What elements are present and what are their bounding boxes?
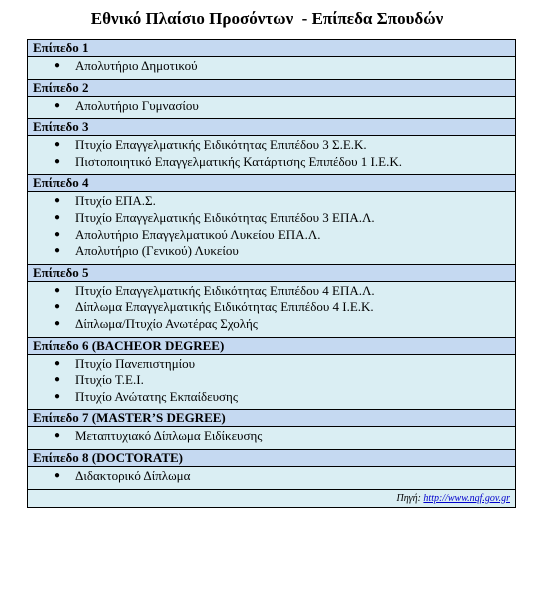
bullet-icon: ●: [54, 60, 61, 71]
level-items: [28, 355, 515, 410]
list-item-text: Πτυχίο ΕΠΑ.Σ.: [75, 193, 156, 209]
level-heading: Επίπεδο 5: [28, 264, 515, 282]
level-items: [28, 467, 515, 489]
bullet-icon: ●: [54, 284, 61, 296]
list-item: [28, 98, 515, 115]
level-section: [28, 264, 515, 337]
list-item: [28, 283, 515, 300]
level-items: [28, 282, 515, 337]
level-items: [28, 427, 515, 449]
list-item: [28, 299, 515, 316]
list-item-text: Απολυτήριο Δημοτικού: [75, 58, 198, 73]
list-item: [28, 193, 515, 210]
list-item-text: Απολυτήριο Γυμνασίου: [75, 97, 199, 113]
list-item-text: Μεταπτυχιακό Δίπλωμα Ειδίκευσης: [75, 428, 263, 444]
list-item-text: Πτυχίο Επαγγελματικής Ειδικότητας Επιπέδου 3 Σ.Ε.Κ.: [75, 137, 367, 153]
level-section: [28, 79, 515, 119]
list-item: [28, 58, 515, 75]
source-row: [28, 489, 515, 507]
level-section: [28, 40, 515, 79]
list-item-text: Πτυχίο Τ.Ε.Ι.: [75, 372, 144, 388]
list-item: [28, 316, 515, 333]
bullet-icon: ●: [54, 430, 61, 442]
list-item: [28, 154, 515, 171]
level-heading: Επίπεδο 2: [28, 79, 515, 97]
list-item-text: Απολυτήριο (Γενικού) Λυκείου: [75, 243, 239, 259]
list-item: [28, 137, 515, 154]
list-item-text: Πτυχίο Ανώτατης Εκπαίδευσης: [75, 388, 239, 404]
bullet-icon: ●: [54, 139, 61, 151]
bullet-icon: ●: [54, 228, 61, 240]
list-item: [28, 210, 515, 227]
list-item: [28, 468, 515, 485]
bullet-icon: ●: [54, 374, 61, 386]
level-heading: Επίπεδο 6 (BACHEOR DEGREE): [28, 337, 515, 355]
list-item: [28, 372, 515, 389]
list-item: [28, 356, 515, 373]
bullet-icon: ●: [54, 317, 61, 329]
level-heading: Επίπεδο 8 (DOCTORATE): [28, 449, 515, 467]
list-item-text: Πτυχίο Πανεπιστημίου: [75, 355, 196, 371]
level-section: [28, 174, 515, 263]
list-item-text: Πτυχίο Επαγγελματικής Ειδικότητας Επιπέδου 4 ΕΠΑ.Λ.: [75, 282, 375, 298]
bullet-icon: ●: [54, 357, 61, 369]
list-item-text: Πιστοποιητικό Επαγγελματικής Κατάρτισης Επιπέδου 1 Ι.Ε.Κ.: [75, 153, 402, 169]
list-item-text: Δίπλωμα Επαγγελματικής Ειδικότητας Επιπέδου 4 Ι.Ε.Κ.: [75, 299, 374, 315]
bullet-icon: ●: [54, 301, 61, 313]
source-label: Πηγή:: [396, 492, 424, 504]
list-item-text: Δίπλωμα/Πτυχίο Ανωτέρας Σχολής: [75, 315, 258, 331]
bullet-icon: ●: [54, 195, 61, 207]
source-link[interactable]: http://www.nqf.gov.gr: [423, 492, 510, 504]
level-items: [28, 192, 515, 263]
level-heading: Επίπεδο 1: [28, 40, 515, 57]
level-items: [28, 57, 515, 79]
list-item-text: Διδακτορικό Δίπλωμα: [75, 467, 191, 483]
list-item: [28, 389, 515, 406]
list-item: [28, 227, 515, 244]
levels-list: [28, 40, 515, 489]
list-item: [28, 243, 515, 260]
bullet-icon: ●: [54, 211, 61, 223]
bullet-icon: ●: [54, 99, 61, 111]
levels-table: [27, 39, 516, 508]
level-heading: Επίπεδο 3: [28, 118, 515, 136]
level-items: [28, 97, 515, 119]
list-item-text: Πτυχίο Επαγγελματικής Ειδικότητας Επιπέδου 3 ΕΠΑ.Λ.: [75, 209, 375, 225]
level-heading: Επίπεδο 4: [28, 174, 515, 192]
list-item-text: Απολυτήριο Επαγγελματικού Λυκείου ΕΠΑ.Λ.: [75, 226, 321, 242]
level-items: [28, 136, 515, 174]
level-section: [28, 409, 515, 449]
bullet-icon: ●: [54, 245, 61, 257]
bullet-icon: ●: [54, 155, 61, 167]
page-title: Εθνικό Πλαίσιο Προσόντων - Επίπεδα Σπουδών: [90, 9, 444, 28]
bullet-icon: ●: [54, 390, 61, 402]
level-section: [28, 449, 515, 489]
bullet-icon: ●: [54, 469, 61, 481]
level-section: [28, 337, 515, 410]
level-section: [28, 118, 515, 174]
level-heading: Επίπεδο 7 (MASTER’S DEGREE): [28, 409, 515, 427]
list-item: [28, 428, 515, 445]
